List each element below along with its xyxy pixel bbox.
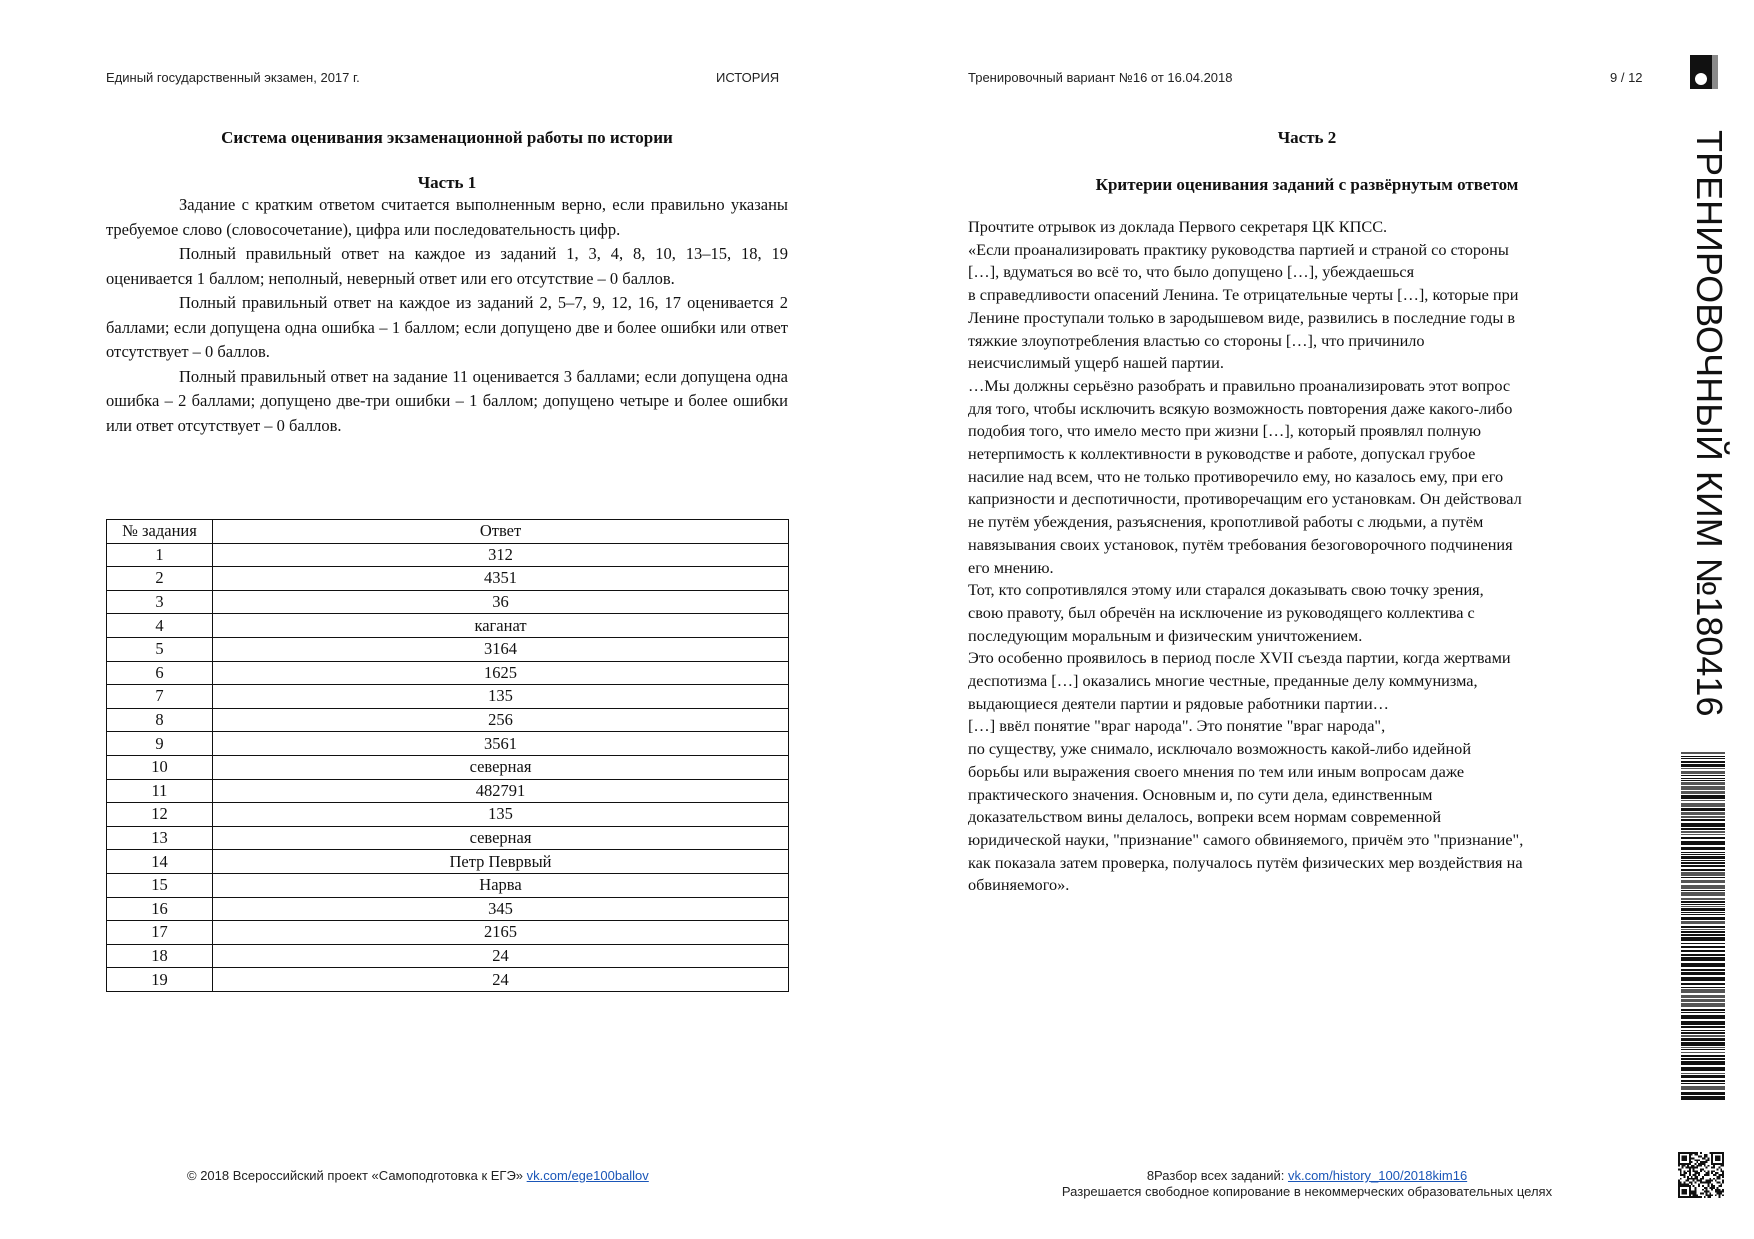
answer-cell: 482791 <box>213 779 789 803</box>
criteria-title: Критерии оценивания заданий с развёрнутым ответом <box>1095 175 1519 194</box>
answer-cell: 24 <box>213 944 789 968</box>
task-number-cell: 2 <box>107 567 213 591</box>
task-number-cell: 11 <box>107 779 213 803</box>
table-row <box>107 755 789 779</box>
source-line: Это особенно проявилось в период после XVII съезда партии, когда жертвами <box>968 648 1511 668</box>
scoring-paragraph: Полный правильный ответ на каждое из заданий 1, 3, 4, 8, 10, 13–15, 18, 19 оценивается 1 баллом; неполный, неверный ответ или его отсутствие – 0 баллов. <box>106 244 788 288</box>
scoring-paragraph: Задание с кратким ответом считается выполненным верно, если правильно указаны требуемое слово (словосочетание), цифра или последовательность цифр. <box>106 195 788 239</box>
left-page <box>106 128 788 438</box>
task-number-cell: 15 <box>107 873 213 897</box>
answer-cell: северная <box>213 755 789 779</box>
source-line: юридической науки, "признание" самого обвиняемого, причём это "признание", <box>968 829 1524 849</box>
part-1-title: Часть 1 <box>417 173 477 192</box>
source-line: неисчислимый ущерб нашей партии. <box>968 353 1224 373</box>
answer-cell: 36 <box>213 590 789 614</box>
answer-cell: Нарва <box>213 873 789 897</box>
task-number-cell: 14 <box>107 850 213 874</box>
source-line: выдающиеся деятели партии и рядовые работники партии… <box>968 693 1389 713</box>
source-line: практического значения. Основным и, по сути дела, единственным <box>968 784 1433 804</box>
source-line: Прочтите отрывок из доклада Первого секретаря ЦК КПСС. <box>968 217 1388 236</box>
source-line: по существу, уже снимало, исключало возможность какой-либо идейной <box>968 739 1472 759</box>
source-line: обвиняемого». <box>968 875 1070 895</box>
task-number-cell: 8 <box>107 708 213 732</box>
source-line: капризности и деспотичности, противоречащим его установкам. Он действовал <box>968 489 1522 509</box>
table-row <box>107 921 789 945</box>
task-number-cell: 3 <box>107 590 213 614</box>
answer-cell: северная <box>213 826 789 850</box>
source-line: для того, чтобы исключить всякую возможность повторения даже какого-либо <box>968 398 1513 418</box>
answer-cell: 3164 <box>213 637 789 661</box>
source-line: как показала затем проверка, получалось путём физических мер воздействия на <box>968 852 1523 872</box>
vertical-kim-title <box>1679 130 1739 717</box>
table-row <box>107 685 789 709</box>
task-number-cell: 6 <box>107 661 213 685</box>
column-header-task-number: № задания <box>107 520 213 544</box>
table-row <box>107 779 789 803</box>
source-line: Ленине проступали только в зародышевом виде, развились в последние годы в <box>968 307 1516 327</box>
footer-copyright-text: © 2018 Всероссийский проект «Самоподготовка к ЕГЭ» <box>187 1168 527 1183</box>
answer-cell: 3561 <box>213 732 789 756</box>
source-line: в справедливости опасений Ленина. Те отрицательные черты […], которые при <box>968 285 1519 305</box>
answer-cell: 2165 <box>213 921 789 945</box>
source-line: […], вдуматься во всё то, что было допущено […], убеждаешься <box>968 262 1415 282</box>
answer-cell: Петр Певрвый <box>213 850 789 874</box>
right-page <box>968 128 1646 897</box>
source-line: …Мы должны серьёзно разобрать и правильно проанализировать этот вопрос <box>968 375 1511 395</box>
vertical-kim-title-text: ТРЕНИРОВОЧНЫЙ КИМ №180416 <box>1689 130 1730 717</box>
source-line: свою правоту, был обречён на исключение из руководящего коллектива с <box>968 602 1475 622</box>
answer-cell: 4351 <box>213 567 789 591</box>
source-line: не путём убеждения, разъяснения, кропотливой работы с людьми, а путём <box>968 512 1484 532</box>
source-line: тяжкие злоупотребления властью со стороны […], что причинило <box>968 330 1425 350</box>
table-row <box>107 661 789 685</box>
page-number: 9 / 12 <box>1610 70 1643 85</box>
source-line: доказательством вины делалось, вопреки всем нормам современной <box>968 807 1442 827</box>
table-row <box>107 637 789 661</box>
source-line: его мнению. <box>968 557 1054 577</box>
header-variant: Тренировочный вариант №16 от 16.04.2018 <box>968 70 1233 85</box>
table-row <box>107 803 789 827</box>
answer-cell: 135 <box>213 685 789 709</box>
table-row <box>107 968 789 992</box>
answer-cell: 345 <box>213 897 789 921</box>
source-line: насилие над всем, что не только противоречило ему, но казалось ему, при его <box>968 466 1504 486</box>
source-excerpt <box>968 216 1646 897</box>
table-row <box>107 614 789 638</box>
table-header-row <box>107 520 789 544</box>
task-number-cell: 1 <box>107 543 213 567</box>
footer-analysis-link[interactable]: vk.com/history_100/2018kim16 <box>1287 1168 1468 1183</box>
column-header-answer: Ответ <box>213 520 789 544</box>
answer-cell: 1625 <box>213 661 789 685</box>
task-number-cell: 18 <box>107 944 213 968</box>
source-line: борьбы или выражения своего мнения по тем или иным вопросам даже <box>968 761 1465 781</box>
table-row <box>107 567 789 591</box>
table-row <box>107 826 789 850</box>
header-subject: ИСТОРИЯ <box>716 70 780 85</box>
table-row <box>107 873 789 897</box>
answer-cell: каганат <box>213 614 789 638</box>
answer-cell: 256 <box>213 708 789 732</box>
task-number-cell: 9 <box>107 732 213 756</box>
task-number-cell: 7 <box>107 685 213 709</box>
footer-right <box>1027 1168 1587 1200</box>
footer-copyright <box>187 1168 649 1183</box>
table-row <box>107 543 789 567</box>
logo-icon <box>1690 55 1712 89</box>
task-number-cell: 19 <box>107 968 213 992</box>
task-number-cell: 4 <box>107 614 213 638</box>
source-line: деспотизма […] оказались многие честные, преданные делу коммунизма, <box>968 671 1478 691</box>
source-line: подобия того, что имело место при жизни […], который проявлял полную <box>968 421 1482 441</box>
source-line: последующим моральным и физическим уничтожением. <box>968 625 1363 645</box>
source-line: навязывания своих установок, путём требования безоговорочного подчинения <box>968 534 1513 554</box>
page-title: Система оценивания экзаменационной работы по истории <box>221 128 673 147</box>
barcode-icon <box>1681 752 1725 1100</box>
scoring-paragraph: Полный правильный ответ на задание 11 оценивается 3 баллами; если допущена одна ошибка – 2 баллами; допущено две-три ошибки – 1 баллом; допущено четыре и более ошибки или ответ отсутствует – 0 баллов. <box>106 366 788 435</box>
task-number-cell: 17 <box>107 921 213 945</box>
answer-cell: 135 <box>213 803 789 827</box>
table-row <box>107 944 789 968</box>
footer-license-note: Разрешается свободное копирование в некоммерческих образовательных целях <box>1061 1184 1553 1199</box>
source-line: […] ввёл понятие "враг народа". Это понятие "враг народа", <box>968 716 1386 736</box>
footer-vk-link[interactable]: vk.com/ege100ballov <box>526 1168 649 1183</box>
answer-cell: 24 <box>213 968 789 992</box>
table-row <box>107 590 789 614</box>
answer-cell: 312 <box>213 543 789 567</box>
task-number-cell: 16 <box>107 897 213 921</box>
task-number-cell: 12 <box>107 803 213 827</box>
task-number-cell: 10 <box>107 755 213 779</box>
footer-analysis-label: 8Разбор всех заданий: <box>1146 1168 1288 1183</box>
scoring-paragraph: Полный правильный ответ на каждое из заданий 2, 5–7, 9, 12, 16, 17 оценивается 2 баллами; если допущена одна ошибка – 1 баллом; если допущено две и более ошибки или ответ отсутствует – 0 баллов. <box>106 293 788 361</box>
answers-table <box>106 519 789 992</box>
table-row <box>107 708 789 732</box>
source-line: нетерпимость к коллективности в руководстве и работе, допускал грубое <box>968 444 1476 464</box>
task-number-cell: 5 <box>107 637 213 661</box>
source-line: Тот, кто сопротивлялся этому или старался доказывать свою точку зрения, <box>968 580 1484 600</box>
task-number-cell: 13 <box>107 826 213 850</box>
qr-code-icon <box>1678 1152 1724 1198</box>
header-exam-title: Единый государственный экзамен, 2017 г. <box>106 70 360 85</box>
part-2-title: Часть 2 <box>1277 128 1337 147</box>
table-row <box>107 850 789 874</box>
source-line: «Если проанализировать практику руководства партией и страной со стороны <box>968 239 1509 259</box>
table-row <box>107 732 789 756</box>
table-row <box>107 897 789 921</box>
